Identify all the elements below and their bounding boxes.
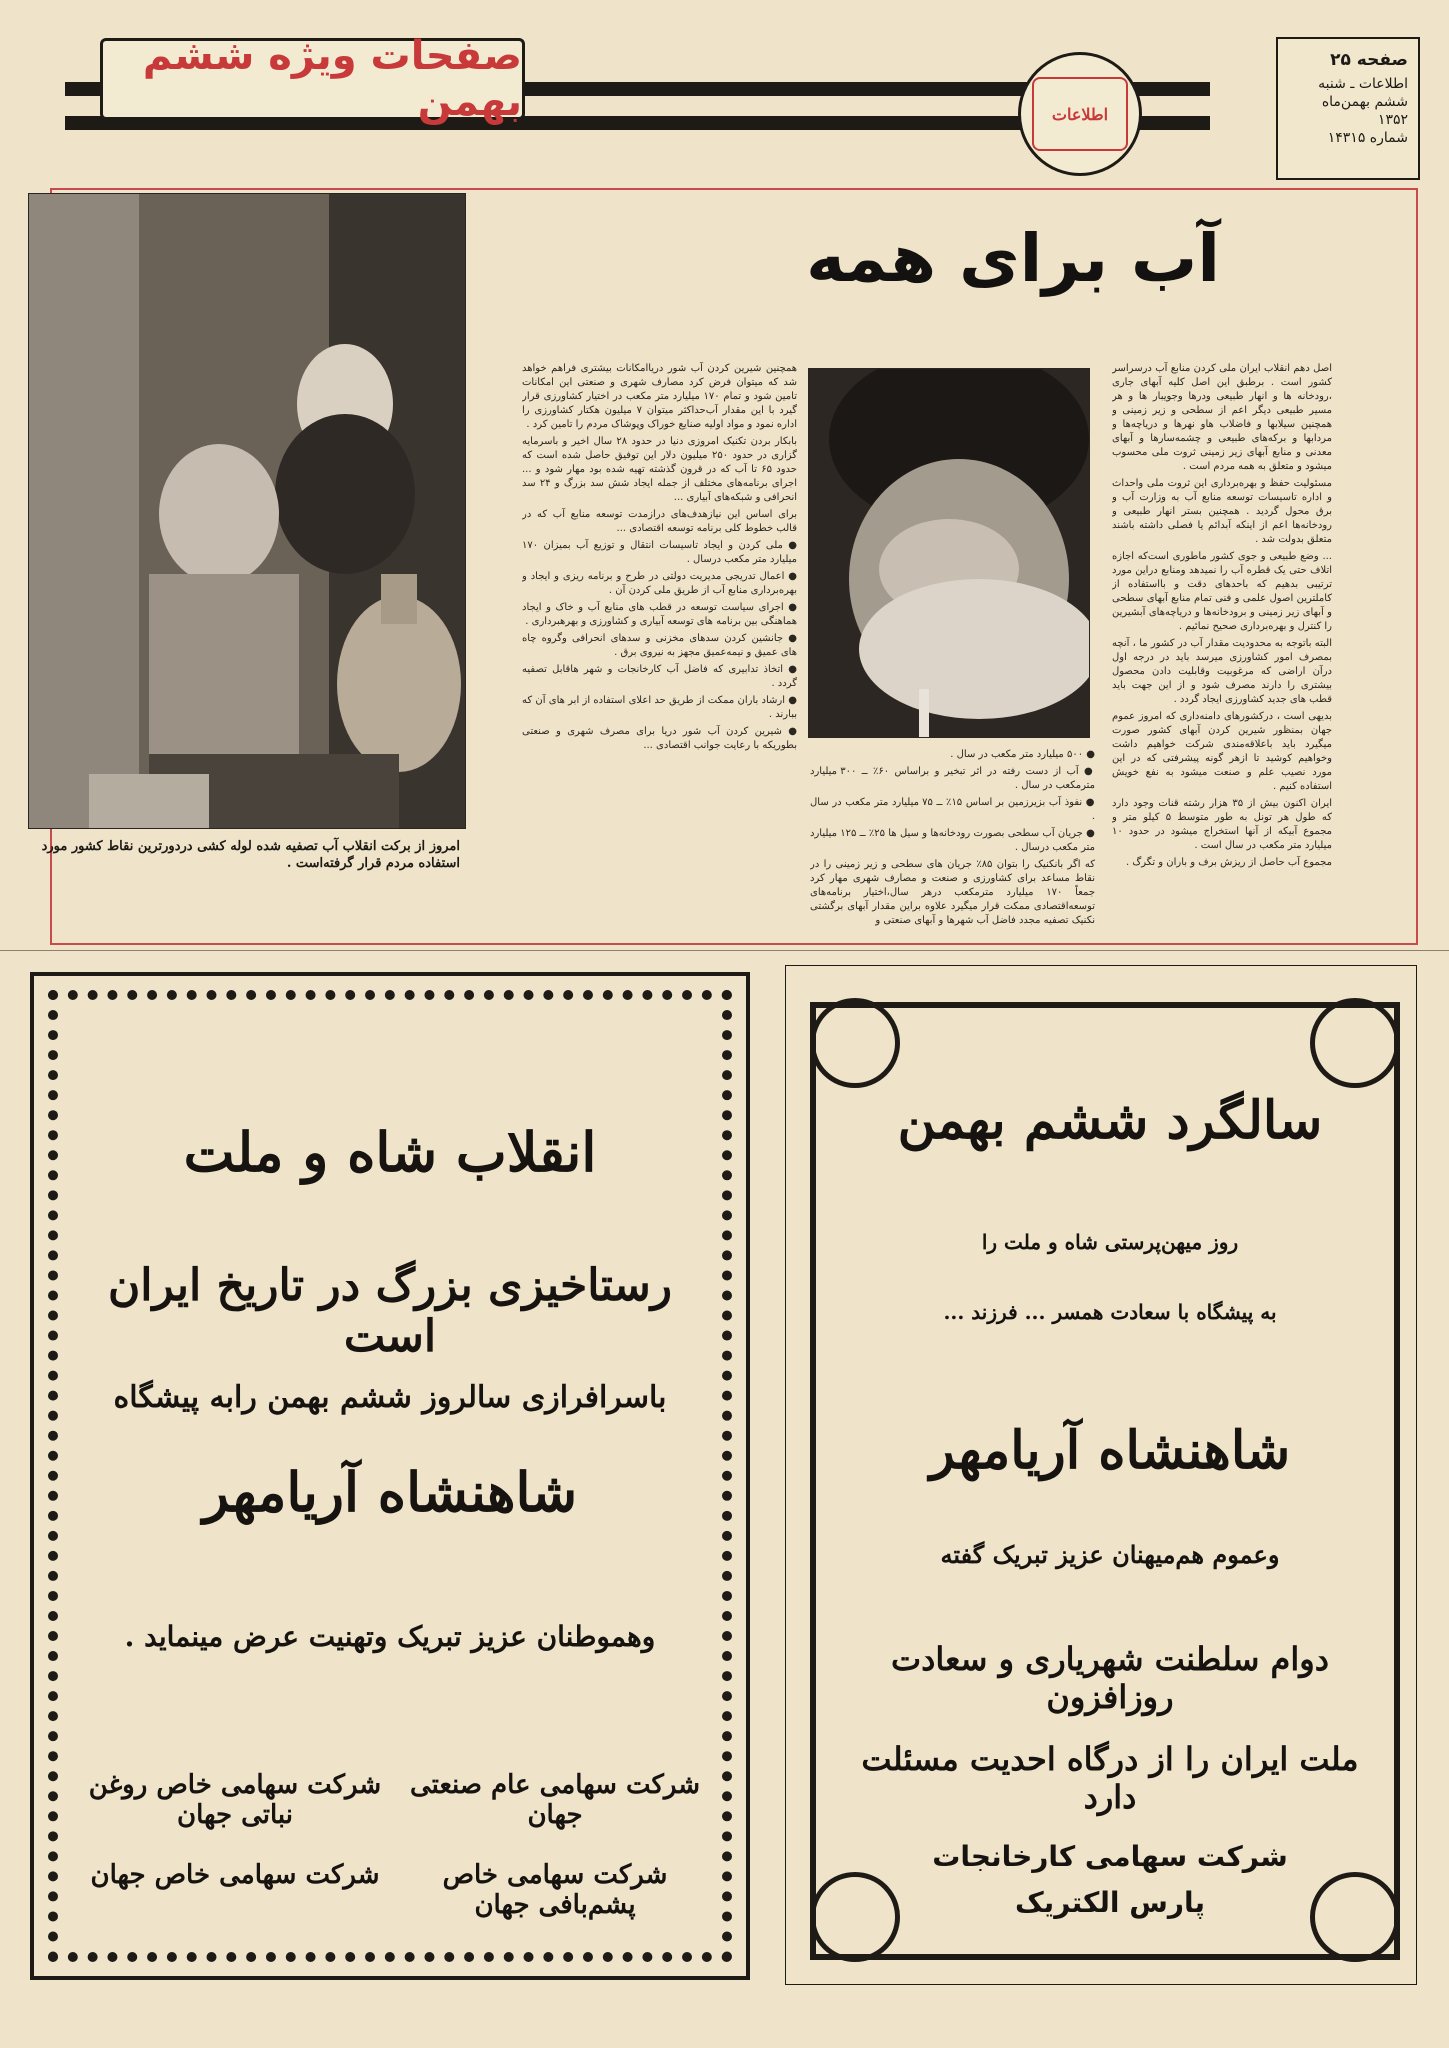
company-name: شرکت سهامی خاص روغن نباتی جهان: [88, 1770, 382, 1830]
issue-number: شماره ۱۴۳۱۵: [1327, 130, 1408, 146]
section-title-banner: [100, 33, 525, 125]
ad-right-title: شاهنشاه آریامهر: [929, 1420, 1291, 1481]
paragraph: ... وضع طبیعی و جوی کشور ماطوری است‌که اجازه اتلاف حتی یک قطره آب را نمیدهد ومنابع دراین مورد ترتیبی بدهیم که باحدهای دقت و بااستفاده از کاملترین اصول علمی و فنی تمام منابع آبهای سطحی و آبهای زیر زمینی و برودخانه‌ها و دریاچه‌های آبشیرین را کنترل و بهره‌برداری صحیح نمائیم .: [1112, 551, 1332, 632]
bullet-item: ● جریان آب سطحی بصورت رودخانه‌ها و سیل ها ۲۵٪ ــ ۱۲۵ میلیارد متر مکعب درسال .: [810, 828, 1095, 853]
ad-right-line3: به پیشگاه با سعادت همسر ... فرزند ...: [943, 1300, 1277, 1324]
company-name: شرکت سهامی عام صنعتی جهان: [410, 1770, 700, 1830]
ad-left-subheading: رستاخیزی بزرگ در تاریخ ایران است: [107, 1260, 673, 1362]
article-column-left: [522, 362, 797, 922]
company-name: شرکت سهامی خاص جهان: [90, 1860, 380, 1890]
photo-women-water-illustration: [29, 194, 466, 829]
paragraph: که اگر بانکنیک را بتوان ۸۵٪ جریان های سطحی و زیر زمینی را در نقاط مساعد برای کشاورزی و صنعت و مصارف شهری مهار کرد جمعاً ۱۷۰ میلیارد مترمکعب درهر سال،اختیار برنامه‌های توسعه‌اقتصادی ممکت قرار میگیرد علاوه براین مقدار آبهای برگشتی نکنیک تصفیه مجدد فاضل آب شهرها و آبهای صنعتی و: [810, 859, 1095, 926]
bullet-item: ● ملی کردن و ایجاد تاسیسات انتقال و توزیع آب بمیزان ۱۷۰ میلیارد متر مکعب درسال .: [522, 540, 797, 565]
ad-left-line5: وهموطنان عزیز تبریک وتهنیت عرض مینماید .: [124, 1620, 656, 1653]
ad-left-line3: باسرافرازی سالروز ششم بهمن رابه پیشگاه: [113, 1380, 667, 1415]
article-headline: آب برای همه: [806, 220, 1220, 297]
paragraph: ایران اکنون بیش از ۳۵ هزار رشته قنات وجود دارد که طول هر تونل به طور متوسط ۵ کیلو متر و مجموع آبیکه از آنها استخراج میشود در حدود ۱۰ میلیارد متر مکعب در سال است .: [1112, 798, 1332, 851]
page-number: صفحه ۲۵: [1330, 50, 1408, 70]
paragraph: مجموع آب حاصل از ریزش برف و باران و تگرگ .: [1125, 857, 1332, 868]
bullet-item: ● ارشاد باران ممکت از طریق حد اعلای استفاده از ابر های آن که ببارند .: [522, 695, 797, 720]
ornament-corner-icon: [810, 998, 900, 1088]
ad-right-company-line2: پارس الکتریک: [1015, 1886, 1205, 1919]
article-column-middle: [810, 748, 1095, 928]
ad-left-heading: انقلاب شاه و ملت: [183, 1120, 597, 1184]
issue-date: ششم بهمن‌ماه ۱۳۵۲: [1321, 94, 1408, 128]
paragraph: بدیهی است ، درکشورهای دامنه‌داری که امروز عموم جهان بمنظور شیرین کردن آبهای کشور صورت میگیرد باید باعلاقه‌مندی شرکت خواهیم داشت وخواهیم کوشید تا ازهر گونه پیشرفتی که در این مورد نصیب علم و صنعت میشود به نفع خویش استفاده کنیم .: [1112, 711, 1332, 792]
issue-info-box: [1276, 37, 1420, 180]
photo-man-drinking: [808, 368, 1090, 738]
photo-left-caption: امروز از برکت انقلاب آب تصفیه شده لوله کشی دردورترین نقاط کشور مورد استفاده مردم قرار گرفته‌است .: [41, 839, 460, 871]
newspaper-emblem: [1018, 52, 1142, 176]
bullet-item: ● نفوذ آب بزیرزمین بر اساس ۱۵٪ ــ ۷۵ میلیارد متر مکعب در سال .: [810, 797, 1095, 822]
bullet-item: ● اتخاذ تدابیری که فاضل آب کارخانجات و شهر هاقابل تصفیه گردد .: [522, 664, 797, 689]
bullet-item: ● اعمال تدریجی مدیریت دولتی در طرح و برنامه ریزی و ایجاد و بهره‌برداری منابع آب از طریق ملی کردن آن .: [522, 571, 797, 596]
ornament-corner-icon: [1310, 998, 1400, 1088]
ad-right-line5: وعموم هم‌میهنان عزیز تبریک گفته: [940, 1540, 1280, 1569]
section-title: صفحات ویژه ششم بهمن: [142, 33, 522, 125]
ad-right-line2: روز میهن‌پرستی شاه و ملت را: [981, 1230, 1239, 1254]
ad-left-title: شاهنشاه آریامهر: [202, 1460, 578, 1524]
ad-right-line7: ملت ایران را از درگاه احدیت مسئلت دارد: [861, 1740, 1359, 1816]
bullet-item: ● جانشین کردن سدهای مخزنی و سدهای انحرافی وگروه چاه های عمیق و نیمه‌عمیق مجهز به نیروی برق .: [522, 633, 797, 658]
photo-women-water: [28, 193, 466, 829]
paragraph: برای اساس این نیازهدف‌های درازمدت توسعه منابع آب که در قالب خطوط کلی برنامه توسعه اقتصادی ...: [522, 509, 797, 534]
bullet-item: ● اجرای سیاست توسعه در قطب های منابع آب و خاک و ایجاد هماهنگی بین برنامه های توسعه آبیاری و کشاورزی و بهرهبرداری .: [522, 602, 797, 627]
emblem-logo: اطلاعات: [1032, 77, 1128, 151]
company-name: شرکت سهامی خاص پشم‌بافی جهان: [442, 1860, 668, 1920]
bullet-item: ● شیرین کردن آب شور دریا برای مصرف شهری و صنعتی بطوریکه با رعایت جوانب اقتصادی ...: [522, 726, 797, 751]
paragraph: البته باتوجه به محدودیت مقدار آب در کشور ما ، آنچه بمصرف امور کشاورزی میرسد باید در درجه اول درآن اراضی که مرغوبیت وقابلیت دادن محصول بیشتری را دارند مصرف شود و از این جهت باید قطب های جدید کشاورزی ایجاد گردد .: [1112, 638, 1332, 705]
bullet-item: ● ۵۰۰ میلیارد متر مکعب در سال .: [950, 749, 1095, 760]
paragraph: مسئولیت حفظ و بهره‌برداری این ثروت ملی واحداث و اداره تاسیسات توسعه منابع آب به وزارت آب و برق محول گردید . همچنین بستر انهار طبیعی و رودخانه‌ها اعم از اینکه آبدائم یا فصلی داشته باشند متعلق بدولت شد .: [1112, 478, 1332, 545]
ad-right-heading: سالگرد ششم بهمن: [897, 1090, 1323, 1151]
paragraph: همچنین شیرین کردن آب شور دریاامکانات بیشتری فراهم خواهد شد که میتوان فرض کرد مصارف شهری و صنعتی این امکانات تامین شود و تمام ۱۷۰ میلیارد متر مکعب در اختیار کشاورزی قرار گیرد با این مقدار آب‌حداکثر میتوان ۷ میلیون هکتار کشاورزی را اداره نمود و مواد اولیه صنایع خوراک وپوشاک مردم را تامین کرد .: [522, 363, 797, 430]
bullet-item: ● آب از دست رفته در اثر تبخیر و براساس ۶۰٪ ــ ۳۰۰ میلیارد مترمکعب در سال .: [810, 766, 1095, 791]
photo-man-drinking-illustration: [809, 369, 1090, 738]
ad-right-company-line1: شرکت سهامی کارخانجات: [932, 1840, 1288, 1873]
article-column-right: [1112, 362, 1332, 922]
paragraph: بابکار بردن تکنیک امروزی دنیا در حدود ۲۸ سال اخیر و باسرمایه گزاری در حدود ۲۵۰ میلیون دلار این توفیق حاصل شده است که حدود ۶۵ تا آب که در قرون گذشته تهیه شده بود مهار شود و ... اجرای برنامه‌های مختلف از جمله ایجاد شش سد بزرگ و ۲۴ سد انحرافی و شبکه‌های آبیاری ...: [522, 436, 797, 503]
ad-right-line6: دوام سلطنت شهریاری و سعادت روزافزون: [891, 1640, 1329, 1716]
paper-day: اطلاعات ـ شنبه: [1318, 76, 1408, 92]
page-divider: [0, 950, 1449, 951]
paragraph: اصل دهم انقلاب ایران ملی کردن منابع آب درسراسر کشور است . برطبق این اصل کلیه آبهای جاری ،رودخانه ها و انهار طبیعی ودرها وجویبار ها و هر مسیر طبیعی دیگر اعم از سطحی و زیر زمینی و همچنین سیلابها و فاضلاب هاو نهرها و دریاچه‌ها و مردابها و برکه‌های طبیعی و چشمه‌سارها و آبهای معدنی و منابع آبهای زیر زمینی ثروت ملی محسوب میشود و متعلق به همه مردم است .: [1112, 363, 1332, 472]
